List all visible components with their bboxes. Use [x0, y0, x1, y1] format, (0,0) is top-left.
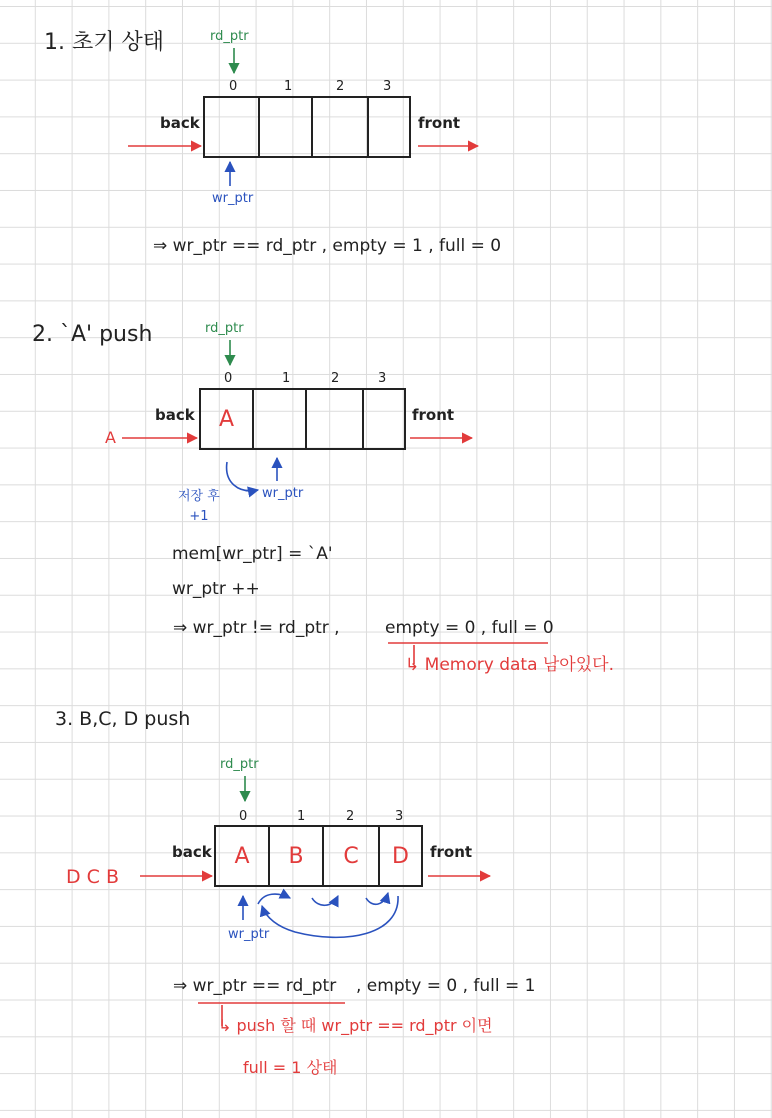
index-label: 3: [378, 371, 387, 386]
wr-ptr-label: wr_ptr: [228, 927, 270, 942]
section-2-result: ⇒ wr_ptr != rd_ptr ,: [173, 618, 340, 638]
section-2-flags: empty = 0 , full = 0: [385, 618, 554, 638]
memory-cell: C: [324, 827, 380, 885]
memory-cell: A: [216, 827, 270, 885]
index-label: 2: [331, 371, 340, 386]
section-2-note: ↳ Memory data 남아있다.: [405, 655, 614, 675]
wrap-around-arrow: [262, 896, 398, 937]
index-label: 1: [284, 79, 293, 94]
rd-ptr-label: rd_ptr: [210, 29, 249, 44]
section-1-result: ⇒ wr_ptr == rd_ptr , empty = 1 , full = 0: [153, 236, 502, 256]
index-label: 1: [297, 809, 306, 824]
section-1-title: 1. 초기 상태: [44, 30, 164, 55]
index-label: 2: [336, 79, 345, 94]
index-label: 0: [224, 371, 233, 386]
index-label: 0: [239, 809, 248, 824]
increment-arrow: [258, 894, 290, 904]
input-data-label: A: [105, 428, 116, 447]
increment-arrow: [312, 896, 338, 905]
back-label: back: [155, 406, 195, 424]
rd-ptr-label: rd_ptr: [220, 757, 259, 772]
section-2-title: 2. `A' push: [32, 322, 153, 347]
front-label: front: [418, 114, 461, 132]
section-3-title: 3. B,C, D push: [55, 708, 191, 730]
rd-ptr-label: rd_ptr: [205, 321, 244, 336]
section-3-result: ⇒ wr_ptr == rd_ptr: [173, 976, 337, 996]
store-note-line: +1: [189, 509, 209, 524]
front-label: front: [412, 406, 455, 424]
section-3-note: ↳ push 할 때 wr_ptr == rd_ptr 이면: [218, 1016, 493, 1035]
front-label: front: [430, 843, 473, 861]
store-note-line: 저장 후: [178, 489, 220, 504]
section-3-note: full = 1 상태: [243, 1058, 338, 1077]
increment-arrow: [366, 893, 388, 904]
code-line: mem[wr_ptr] = `A': [172, 544, 333, 564]
index-label: 3: [395, 809, 404, 824]
wr-ptr-label: wr_ptr: [262, 486, 304, 501]
wr-ptr-label: wr_ptr: [212, 191, 254, 206]
back-label: back: [160, 114, 200, 132]
index-label: 3: [383, 79, 392, 94]
index-label: 2: [346, 809, 355, 824]
input-data-label: D C B: [66, 866, 120, 888]
memory-cell: A: [201, 390, 254, 448]
memory-cell: B: [270, 827, 324, 885]
back-label: back: [172, 843, 212, 861]
index-label: 1: [282, 371, 291, 386]
code-line: wr_ptr ++: [172, 579, 260, 599]
memory-cell: D: [392, 843, 409, 869]
section-3-flags: , empty = 0 , full = 1: [356, 976, 536, 996]
index-label: 0: [229, 79, 238, 94]
store-increment-arrow: [227, 462, 258, 491]
